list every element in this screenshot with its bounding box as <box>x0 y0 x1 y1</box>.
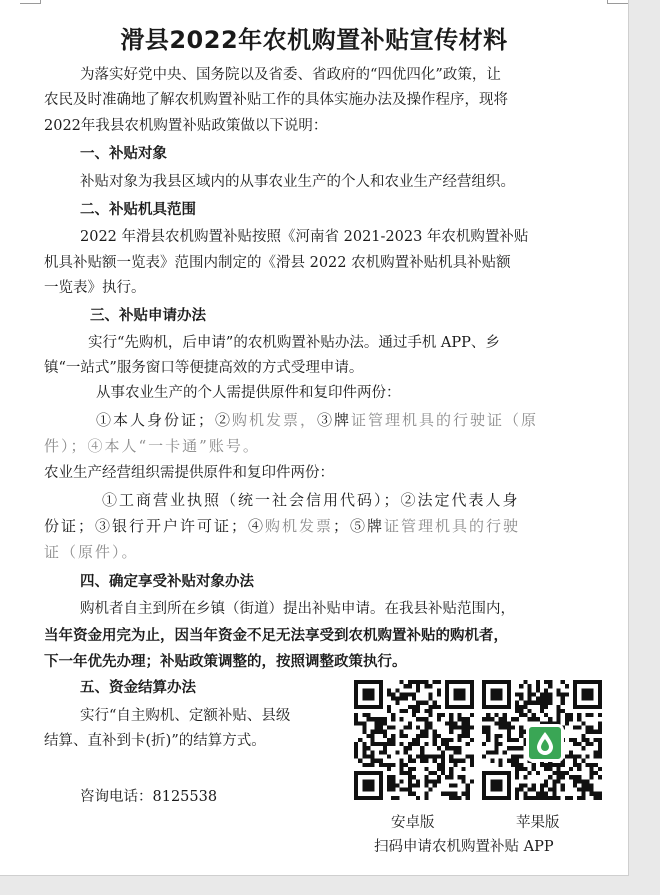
section-4-heading: 四、确定享受补贴对象办法 <box>80 574 254 590</box>
org-docs-line-1: ①工商营业执照（统一社会信用代码）；②法定代表人身 <box>102 491 520 509</box>
section-5-heading: 五、资金结算办法 <box>80 680 196 696</box>
individual-docs-d: 证管理机具的行驶证（原 <box>351 411 539 429</box>
individual-intro: 从事农业生产的个人需提供原件和复印件两份： <box>96 385 401 401</box>
section-1-text: 补贴对象为我县区域内的从事农业生产的个人和农业生产经营组织。 <box>80 174 515 190</box>
contact-phone: 咨询电话：8125538 <box>80 789 218 805</box>
section-3-heading: 三、补贴申请办法 <box>90 308 206 324</box>
individual-docs-e: 件）；④本人“一卡通”账号 <box>44 437 243 455</box>
section-2-line-3: 一览表》执行。 <box>44 280 146 296</box>
individual-docs-line-1 <box>96 408 538 433</box>
crop-mark-top-right-v <box>607 0 608 4</box>
crop-mark-top-left <box>20 3 40 4</box>
intro-line-3: 2022年我县农机购置补贴政策做以下说明： <box>44 118 328 134</box>
page-title: 滑县2022年农机购置补贴宣传材料 <box>120 26 508 54</box>
crop-mark-top-left-v <box>40 0 41 4</box>
org-docs-b: 购机发票 <box>265 517 334 535</box>
section-5-line-1: 实行“自主购机、定额补贴、县级 <box>80 708 291 724</box>
individual-docs-b: 购机发票， <box>232 411 318 429</box>
section-4-line-2: 当年资金用完为止，因当年资金不足无法享受到农机购置补贴的购机者， <box>44 627 508 644</box>
section-5-line-2: 结算、直补到卡(折)”的结算方式。 <box>44 733 266 749</box>
section-1-heading: 一、补贴对象 <box>80 146 167 162</box>
android-qr-code <box>354 680 474 800</box>
qr-caption: 扫码申请农机购置补贴 APP <box>374 839 554 855</box>
android-label: 安卓版 <box>391 815 435 831</box>
individual-docs-line-2 <box>44 434 260 459</box>
section-3-line-2: 镇“一站式”服务窗口等便捷高效的方式受理申请。 <box>44 360 364 376</box>
section-2-line-1: 2022 年滑县农机购置补贴按照《河南省 2021-2023 年农机购置补贴 <box>80 229 529 245</box>
section-2-line-2: 机具补贴额一览表》范围内制定的《滑县 2022 农机购置补贴机具补贴额 <box>44 255 511 271</box>
org-docs-line-3: 证（原件）。 <box>44 543 139 561</box>
android-qr-image <box>354 680 474 800</box>
water-drop-icon <box>529 727 561 759</box>
individual-docs-f: 。 <box>242 437 260 455</box>
ios-qr-code <box>482 680 602 800</box>
intro-line-2: 农民及时准确地了解农机购置补贴工作的具体实施办法及操作程序，现将 <box>44 92 508 108</box>
ios-label: 苹果版 <box>516 815 560 831</box>
org-docs-d: 证管理机具的行驶 <box>384 517 521 535</box>
crop-mark-top-right <box>608 3 628 4</box>
org-intro: 农业生产经营组织需提供原件和复印件两份： <box>44 465 334 481</box>
app-badge <box>526 724 564 762</box>
individual-docs-a: ①本人身份证；② <box>96 411 233 429</box>
section-4-line-1: 购机者自主到所在乡镇（街道）提出补贴申请。在我县补贴范围内， <box>80 601 515 617</box>
section-3-line-1: 实行“先购机，后申请”的农机购置补贴办法。通过手机 APP、乡 <box>88 335 500 351</box>
intro-line-1: 为落实好党中央、国务院以及省委、省政府的“四优四化”政策，让 <box>80 67 501 83</box>
org-docs-c: ；⑤牌 <box>333 517 385 535</box>
individual-docs-c: ③牌 <box>317 411 352 429</box>
section-2-heading: 二、补贴机具范围 <box>80 202 196 218</box>
org-docs-line-2 <box>44 514 520 539</box>
org-docs-a: 份证；③银行开户许可证；④ <box>44 517 266 535</box>
section-4-line-3: 下一年优先办理；补贴政策调整的，按照调整政策执行。 <box>44 653 407 670</box>
